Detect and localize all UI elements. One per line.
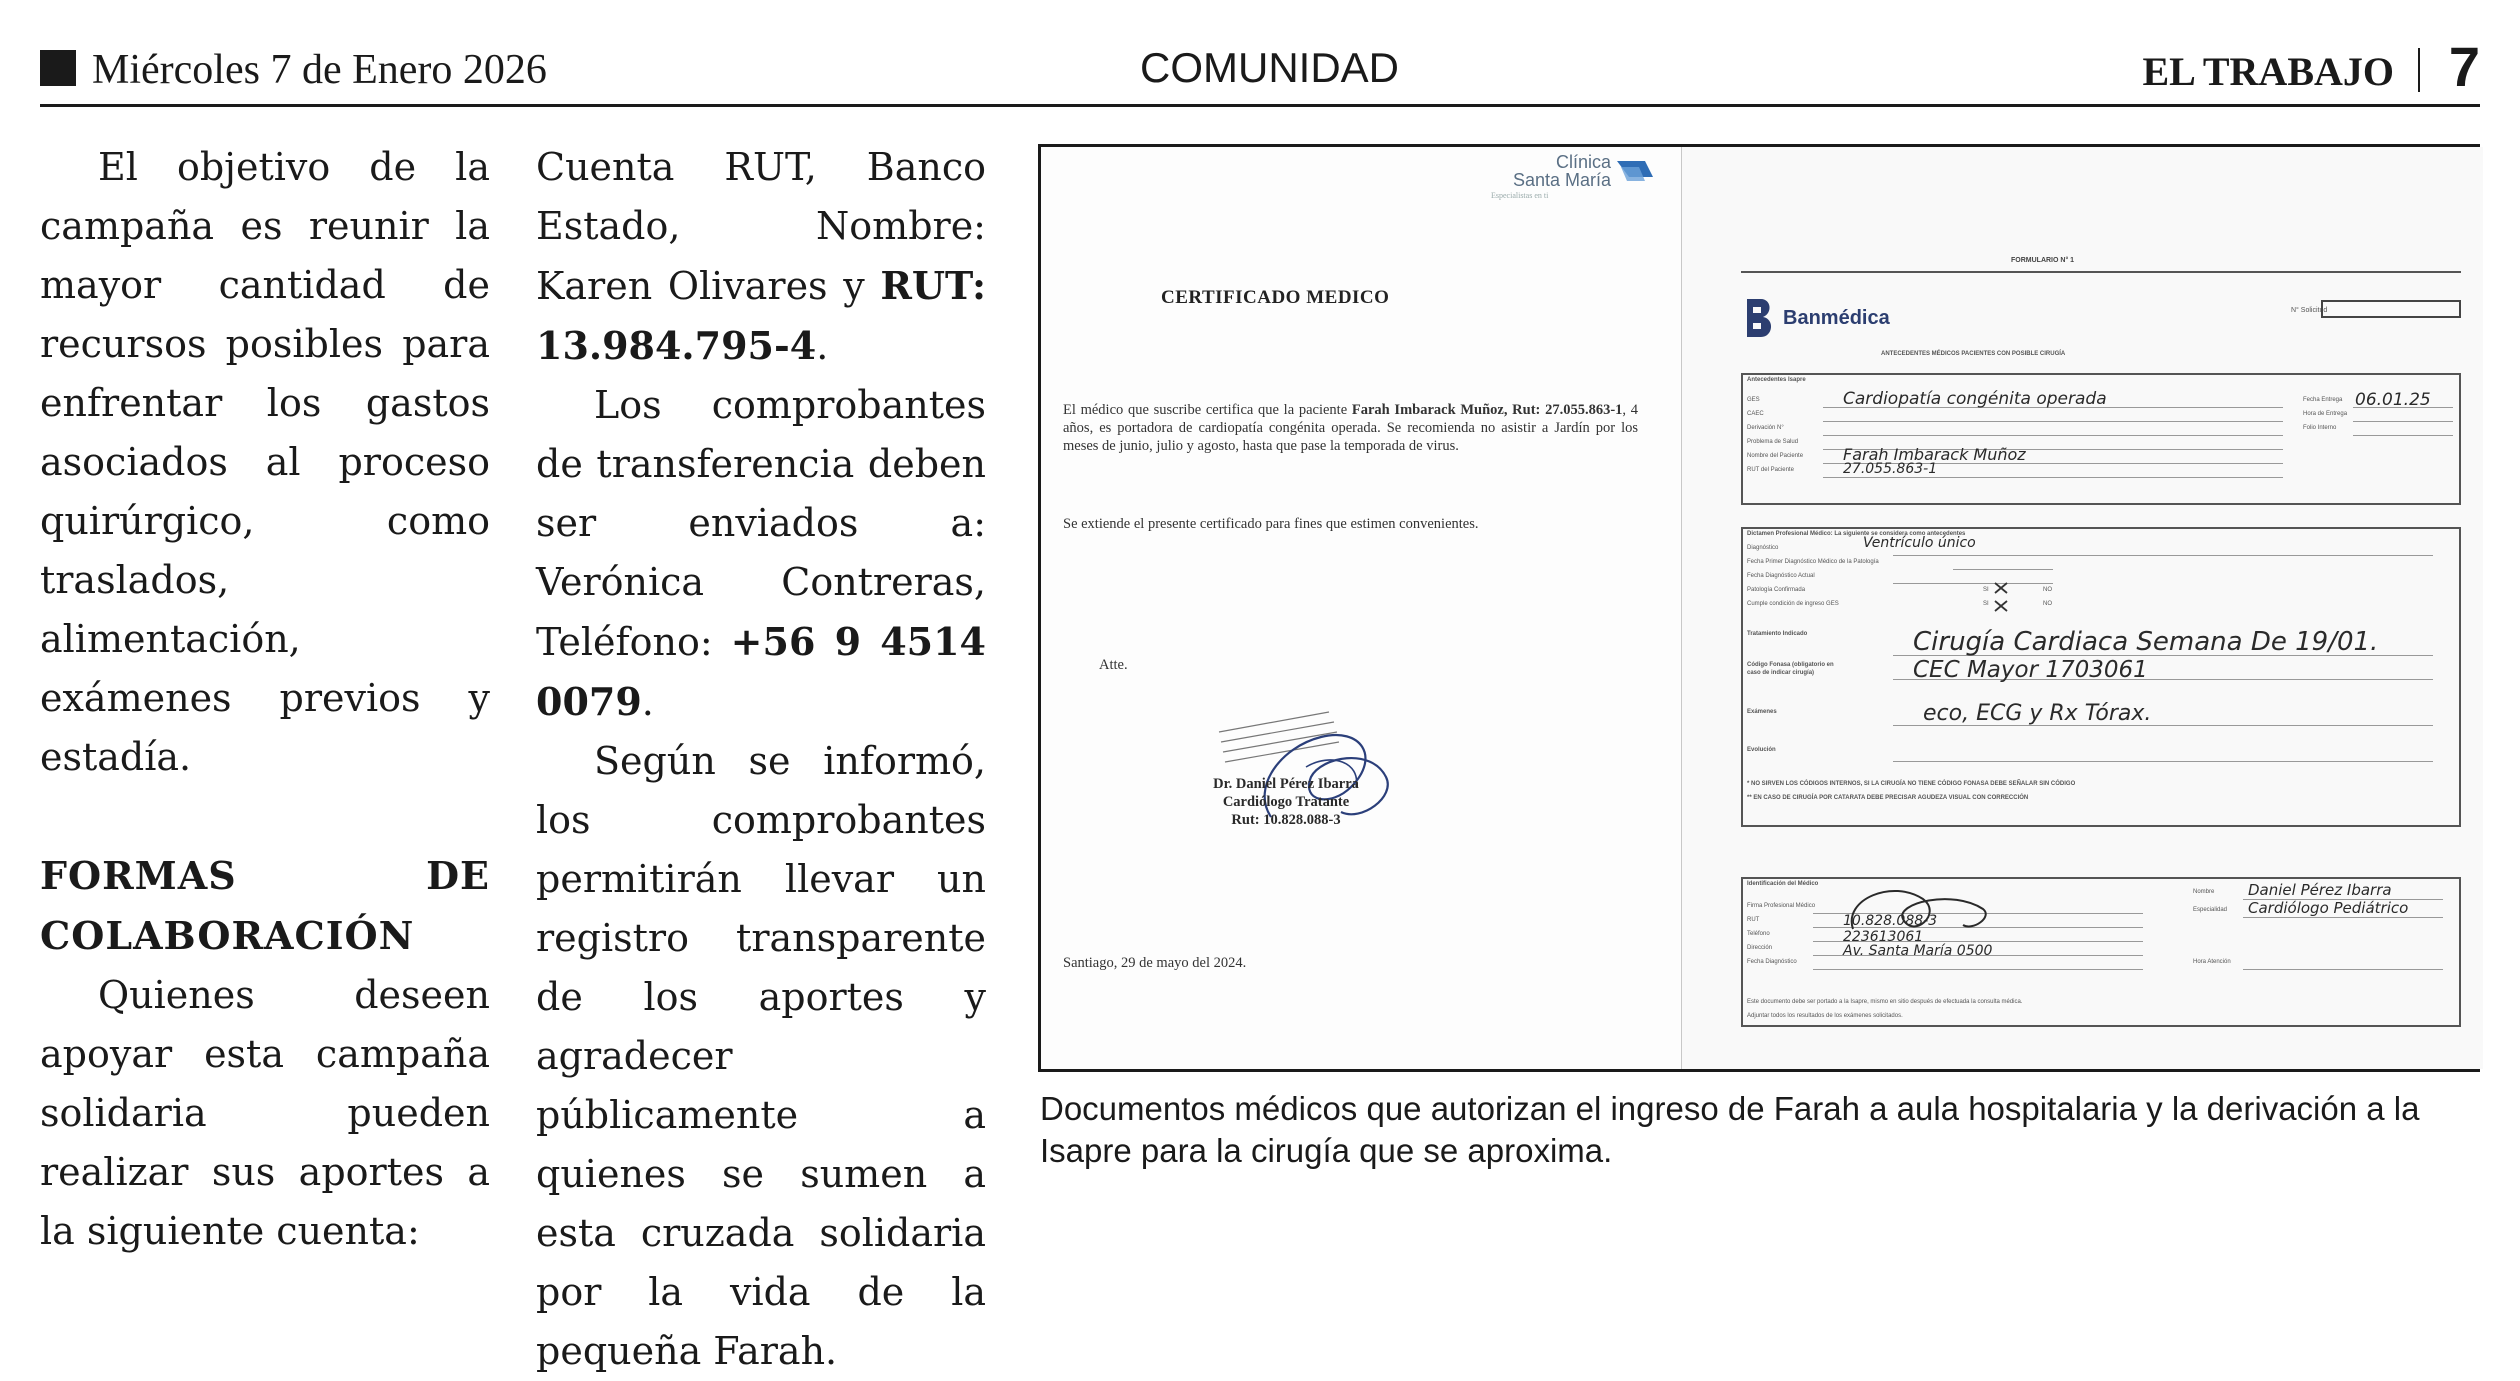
field-line [1893,583,2053,584]
field-line [1893,555,2433,556]
field-label: Nombre [2193,889,2215,895]
certificate-closing: Atte. [1099,657,1128,673]
certificate-purpose: Se extiende el presente certificado para fines que estimen convenientes. [1063,516,1479,532]
certificate-title: CERTIFICADO MEDICO [1161,287,1390,308]
section-label: Identificación del Médico [1747,881,1819,887]
field-line [2243,917,2443,918]
field-label: Cumple condición de ingreso GES [1747,601,1839,607]
newspaper-name: EL TRABAJO [2142,49,2394,94]
field-label: Problema de Salud [1747,439,1799,445]
request-number-box [2321,300,2461,318]
handwritten-code: CEC Mayor 1703061 [1913,657,2148,683]
punctuation: . [641,680,654,724]
field-label: Tratamiento Indicado [1747,631,1808,637]
paragraph: Quienes deseen apoyar esta campaña solidaria pueden realizar sus aportes a la siguiente cuenta: [40,973,490,1253]
handwritten-address: Av. Santa María 0500 [1843,943,1993,959]
field-label: Evolución [1747,747,1776,753]
form-section-doctor [1741,877,2461,1027]
banmedica-logo-icon [1743,297,1777,339]
certificate-intro: El médico que suscribe certifica que la paciente [1063,402,1352,418]
header-rule [40,104,2480,107]
field-label: Derivación N° [1747,425,1784,431]
handwritten-patient: Farah Imbarack Muñoz [1843,445,2026,464]
handwritten-diagnosis: Cardiopatía congénita operada [1843,389,2107,409]
field-label: Código Fonasa (obligatorio en caso de indicar cirugía) [1747,662,1834,676]
paragraph: Según se informó, los comprobantes permitirán llevar un registro transparente de los aportes y agradecer públicamente a quienes se sumen a esta cruzada solidaria por la vida de la pequeña Farah. [536,739,986,1373]
handwritten-date: 06.01.25 [2355,390,2431,410]
date-marker [40,50,76,86]
form-note: ** EN CASO DE CIRUGÍA POR CATARATA DEBE PRECISAR AGUDEZA VISUAL CON CORRECCIÓN [1747,795,2029,801]
form-rule [1741,271,2461,273]
punctuation: . [816,324,829,368]
field-line [2353,435,2453,436]
form-section-medical [1741,527,2461,827]
handwritten-exams: eco, ECG y Rx Tórax. [1923,701,2152,726]
account-rut: RUT: 13.984.795-4 [536,263,986,368]
certificate-body [1063,401,1638,455]
account-text: Cuenta RUT, Banco Estado, Nombre: Karen Olivares y [536,145,986,308]
form-footer: Este documento debe ser portado a la Isapre, mismo en sitio después de efectuada la consulta médica. [1747,999,2023,1005]
clinic-name-line1: Clínica [1555,152,1611,172]
field-line [1893,761,2433,762]
field-line [2243,969,2443,970]
doctor-name: Dr. Daniel Pérez Ibarra [1213,776,1359,792]
paragraph [536,138,986,376]
clinic-logo [1491,153,1661,203]
handwritten-rut: 27.055.863-1 [1843,461,1938,477]
handwritten-treatment: Cirugía Cardiaca Semana De 19/01. [1913,627,2379,657]
field-label: Teléfono [1747,931,1770,937]
yes-label: SI [1983,587,1989,593]
medical-certificate [1041,147,1681,1069]
no-label: NO [2043,601,2052,607]
issue-date: Miércoles 7 de Enero 2026 [92,47,547,93]
field-line [2353,421,2453,422]
handwritten-phone: 223613061 [1843,929,1924,945]
no-label: NO [2043,587,2052,593]
side-label: Fecha Entrega [2303,397,2343,403]
field-label: CAEC [1747,411,1764,417]
article-column-1 [40,138,490,1261]
yes-label: SI [1983,601,1989,607]
form-note: * NO SIRVEN LOS CÓDIGOS INTERNOS, SI LA CIRUGÍA NO TIENE CÓDIGO FONASA DEBE SEÑALAR SIN CÓDIGO [1747,781,2076,787]
transfer-text: Los comprobantes de transferencia deben ser enviados a: Verónica Contreras, Teléfono: [536,383,986,664]
clinic-mark-icon [1615,157,1655,183]
doctor-signature-block [1171,775,1401,829]
handwritten-doctor-name: Daniel Pérez Ibarra [2248,881,2392,899]
document-photo [1038,144,2480,1072]
field-label: Nombre del Paciente [1747,453,1804,459]
field-label: Diagnóstico [1747,545,1779,551]
insurer-form [1681,147,2483,1069]
certificate-text: , 4 años, es portadora de cardiopatía congénita operada. Se recomienda no asistir a Jardín por los meses de junio, julio y agosto, hasta que pase la temporada de virus. [1063,402,1639,454]
field-label: Exámenes [1747,709,1777,715]
field-label: Especialidad [2193,907,2228,913]
field-label: Fecha Diagnóstico Actual [1747,573,1815,579]
form-section-isapre [1741,373,2461,505]
contact-phone: +56 9 4514 0079 [536,619,986,724]
form-footer: Adjuntar todos los resultados de los exámenes solicitados. [1747,1013,1903,1019]
field-label: RUT del Paciente [1747,467,1794,473]
header-divider [2418,48,2420,92]
page-number: 7 [2448,35,2480,98]
field-label: RUT [1747,917,1760,923]
field-label: GES [1747,397,1760,403]
field-label: Firma Profesional Médico [1747,903,1816,909]
side-label: Folio Interno [2303,425,2337,431]
doctor-role: Cardiólogo Tratante [1222,794,1350,810]
handwritten-diagnosis-2: Ventrículo único [1863,535,1976,551]
field-label: Hora Atención [2193,959,2231,965]
figure-caption: Documentos médicos que autorizan el ingreso de Farah a aula hospitalaria y la derivación a la Isapre para la cirugía que se aproxima. [1040,1090,2420,1169]
paragraph [536,376,986,732]
field-line [1953,569,2053,570]
clinic-name [1491,153,1611,189]
clinic-tagline: Especialistas en ti [1491,191,1549,200]
handwritten-specialty: Cardiólogo Pediátrico [2248,899,2409,917]
insurer-name: Banmédica [1783,307,1890,329]
handwritten-doctor-rut: 10.828.088-3 [1843,913,1938,929]
clinic-name-line2: Santa María [1512,170,1611,190]
paragraph: El objetivo de la campaña es reunir la mayor cantidad de recursos posibles para enfrentar los gastos asociados al proceso quirúrgico, como traslados, alimentación, exámenes previos y estadía. [40,145,490,779]
field-label: Fecha Diagnóstico [1747,959,1797,965]
doctor-rut: Rut: 10.828.088-3 [1231,812,1341,828]
section-label: Antecedentes Isapre [1747,377,1806,383]
field-label: Patología Confirmada [1747,587,1806,593]
article-column-2 [536,138,986,1381]
request-number-label: N° Solicitud [2291,307,2328,314]
field-line [1813,969,2143,970]
check-mark-icon [1993,581,2013,615]
form-number: FORMULARIO N° 1 [2011,257,2075,264]
field-line [1823,435,2283,436]
subheading: FORMAS DE COLABORACIÓN [40,853,490,958]
form-subtitle: ANTECEDENTES MÉDICOS PACIENTES CON POSIBLE CIRUGÍA [1881,351,2066,357]
certificate-date: Santiago, 29 de mayo del 2024. [1063,955,1247,971]
field-label: Dirección [1747,945,1773,951]
patient-name: Farah Imbarack Muñoz, Rut: 27.055.863-1 [1351,402,1623,418]
side-label: Hora de Entrega [2303,411,2348,417]
page-edge [1681,147,1682,1069]
section-title: COMUNIDAD [1140,44,1399,91]
field-line [1823,421,2283,422]
field-label: Fecha Primer Diagnóstico Médico de la Patología [1747,559,1879,565]
page-header [40,35,2480,104]
section-label: Dictamen Profesional Médico: La siguiente se considera como antecedentes [1747,531,1966,537]
field-line [1823,477,2283,478]
